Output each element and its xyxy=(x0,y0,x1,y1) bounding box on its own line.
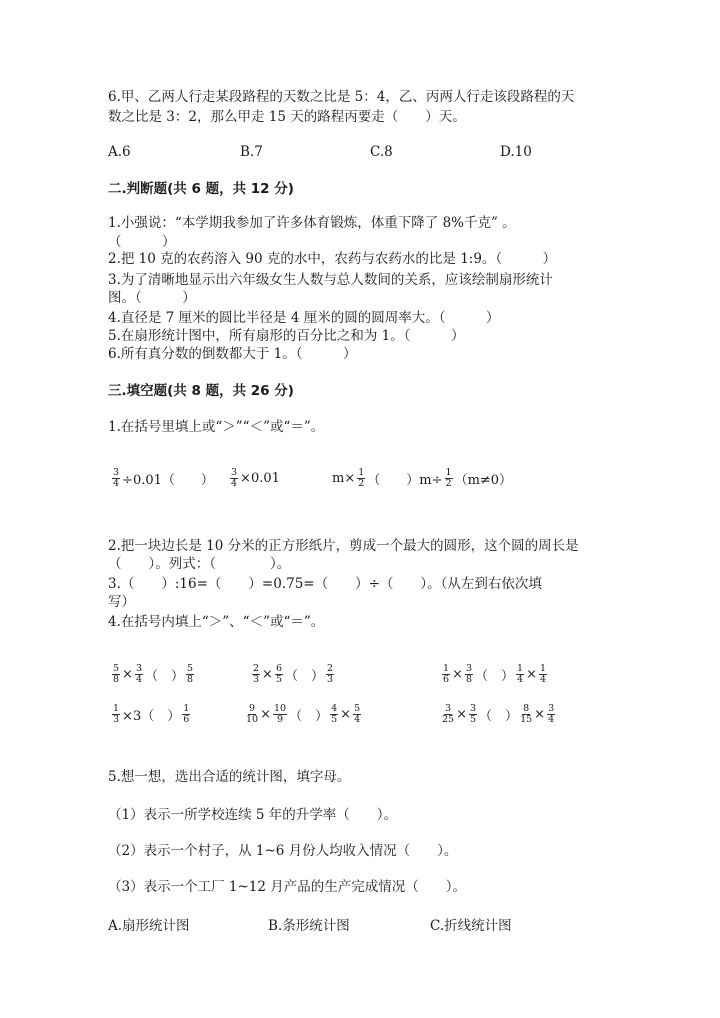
compare-expression-1: $\frac{3}{4}$ ÷0.01（ ） xyxy=(113,467,214,489)
compare-expression-3: m× $\frac{1}{2}$ （ ）m÷ $\frac{1}{2}$ （m≠0） xyxy=(332,467,513,489)
option-a: A.6 xyxy=(108,144,131,160)
question-6-line-1: 6.甲、乙两人行走某段路程的天数之比是 5：4，乙、丙两人行走该段路程的天 xyxy=(108,89,575,105)
question-6-line-2: 数之比是 3：2，那么甲走 15 天的路程丙要走（ ）天。 xyxy=(108,109,466,125)
judge-item: 6.所有真分数的倒数都大于 1。（ ） xyxy=(108,346,357,362)
fraction-compare: $\frac{3}{25}$ × $\frac{3}{5}$ （ ） $\frac{8}{15}$ × $\frac{3}{4}$ xyxy=(442,703,555,725)
fraction-compare: $\frac{1}{3}$ ×3（ ） $\frac{1}{6}$ xyxy=(113,703,190,725)
fill-question-4: 4.在括号内填上“＞”、“＜”或“＝”。 xyxy=(108,614,325,630)
fraction-compare: $\frac{1}{6}$ × $\frac{3}{8}$ （ ） $\frac{1}{4}$ × $\frac{1}{4}$ xyxy=(443,663,547,685)
judge-item: 1.小强说：“本学期我参加了许多体育锻炼，体重下降了 8%千克” 。 xyxy=(108,215,516,231)
judge-item: 2.把 10 克的农药溶入 90 克的水中，农药与农药水的比是 1:9。（ ） xyxy=(108,251,557,267)
fill-question-2-line-2: （ ）。列式：（ ）。 xyxy=(108,556,291,572)
fill-question-3-line-1: 3.（ ）:16=（ ）=0.75=（ ）÷（ ）。（从左到右依次填 xyxy=(108,576,542,592)
section-2-title: 二.判断题(共 6 题，共 12 分) xyxy=(108,181,294,197)
section-3-title: 三.填空题(共 8 题，共 26 分) xyxy=(108,383,294,399)
q5-sub-item-2: （2）表示一个村子，从 1~6 月份人均收入情况（ ）。 xyxy=(108,843,458,859)
fill-question-5: 5.想一想，选出合适的统计图，填字母。 xyxy=(108,769,351,785)
option-d: D.10 xyxy=(500,144,532,160)
fill-question-2-line-1: 2.把一块边长是 10 分米的正方形纸片，剪成一个最大的圆形，这个圆的周长是 xyxy=(108,538,579,554)
q5-option-a: A.扇形统计图 xyxy=(108,918,190,934)
q5-sub-item-1: （1）表示一所学校连续 5 年的升学率（ ）。 xyxy=(108,807,398,823)
judge-item: 3.为了清晰地显示出六年级女生人数与总人数间的关系，应该绘制扇形统计 xyxy=(108,272,553,288)
fraction-compare: $\frac{5}{8}$ × $\frac{3}{4}$ （ ） $\frac{5}{8}$ xyxy=(113,663,194,685)
compare-expression-2: $\frac{3}{4}$ ×0.01 xyxy=(231,467,280,489)
option-b: B.7 xyxy=(240,144,263,160)
fill-question-1: 1.在括号里填上或“＞”“＜”或“＝”。 xyxy=(108,419,325,435)
fraction-compare: $\frac{9}{10}$ × $\frac{10}{9}$ （ ） $\frac{4}{5}$ × $\frac{5}{4}$ xyxy=(246,703,361,725)
fraction-compare: $\frac{2}{3}$ × $\frac{6}{5}$ （ ） $\frac{2}{3}$ xyxy=(253,663,334,685)
judge-item: 5.在扇形统计图中，所有扇形的百分比之和为 1。（ ） xyxy=(108,328,465,344)
fill-question-3-line-2: 写） xyxy=(108,594,135,610)
q5-option-c: C.折线统计图 xyxy=(430,918,512,934)
judge-item: 图。（ ） xyxy=(108,290,196,306)
judge-item: 4.直径是 7 厘米的圆比半径是 4 厘米的圆的圆周率大。（ ） xyxy=(108,310,500,326)
judge-item: （ ） xyxy=(108,234,176,250)
q5-option-b: B.条形统计图 xyxy=(268,918,350,934)
q5-sub-item-3: （3）表示一个工厂 1~12 月产品的生产完成情况（ ）。 xyxy=(108,879,466,895)
option-c: C.8 xyxy=(370,144,393,160)
